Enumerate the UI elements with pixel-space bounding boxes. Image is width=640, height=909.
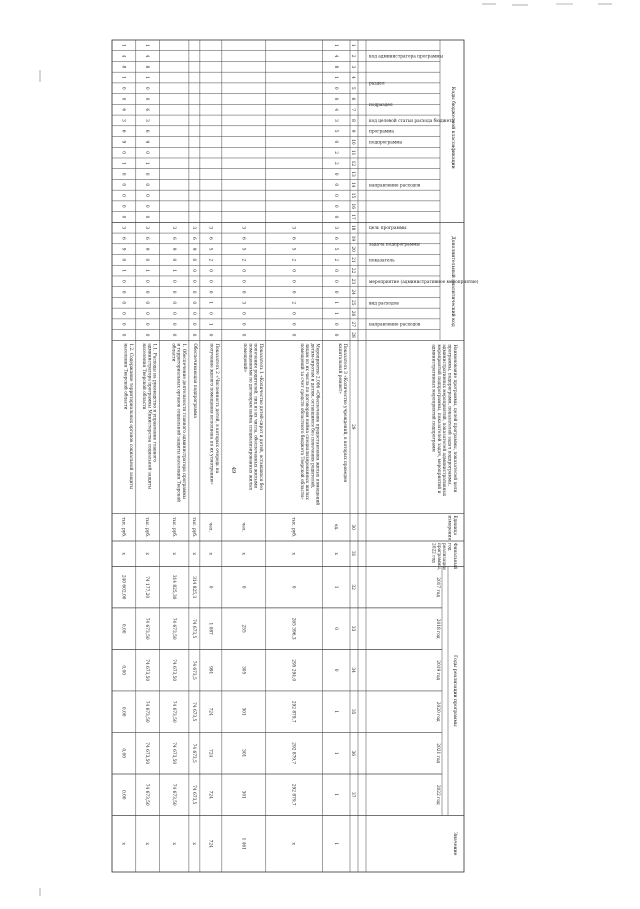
row-6-code-24: 0 xyxy=(170,290,176,294)
row-4-code-19: 6 xyxy=(207,237,213,240)
row-8-unit: тыс. руб. xyxy=(120,517,126,538)
row-6-year-5: 74 673,50 xyxy=(170,742,176,765)
row-8-year-6: 0,00 xyxy=(120,789,126,800)
col-number-33: 33 xyxy=(350,625,355,632)
row-3-code-26: 0 xyxy=(240,312,246,315)
code-subheader-9: задача подпрограммы xyxy=(369,242,420,248)
row-5-year-6: 74 673,5 xyxy=(190,785,196,805)
code-subheader-13: направление расходов xyxy=(369,322,421,328)
col-number-5: 5 xyxy=(350,86,355,90)
row-7-code-28: 0 xyxy=(144,333,150,337)
row-3-year-2: 255 xyxy=(240,624,246,633)
row-7-code-16: 0 xyxy=(144,204,150,208)
col-number-8: 8 xyxy=(350,119,355,122)
row-8-code-7: 6 xyxy=(120,108,126,112)
row-7-code-11: 0 xyxy=(144,151,150,154)
row-2-code-25: 2 xyxy=(290,301,296,305)
row-3-code-28: 0 xyxy=(240,333,246,337)
row-2-year-5: 292 879,7 xyxy=(290,742,296,765)
row-8-code-9: 6 xyxy=(120,129,126,133)
row-3-code-24: 0 xyxy=(240,290,246,294)
row-1-code-23: 0 xyxy=(332,279,338,283)
row-5-year-5: 74 673,5 xyxy=(190,743,196,763)
col-number-14: 14 xyxy=(350,182,355,188)
row-6-unit: тыс. руб. xyxy=(170,517,176,538)
budget-codes-header: Коды бюджетной классификации xyxy=(450,86,455,169)
value-header: Значение xyxy=(452,832,457,856)
row-8-code-26: 0 xyxy=(120,312,126,315)
row-8-code-8: 3 xyxy=(120,119,126,122)
col-number-36: 36 xyxy=(350,750,355,756)
row-1-code-18: 3 xyxy=(332,226,338,230)
row-7-year-2: 74 673,50 xyxy=(144,617,150,640)
row-4-code-27: 1 xyxy=(207,322,213,326)
col-number-7: 7 xyxy=(350,108,355,112)
col-number-26: 26 xyxy=(350,310,355,317)
row-5-value: х xyxy=(190,842,196,845)
row-4-year-2: 1 087 xyxy=(207,622,213,635)
code-subheader-4: код целевой статьи расхода бюджета xyxy=(369,118,455,124)
row-6-name: 1. Обеспечение деятельности главного администратора программыи территориальных органов социальной защиты населения Тверскойобласти xyxy=(170,343,186,502)
row-7-year-4: 74 673,50 xyxy=(144,700,150,723)
row-2-code-20: 5 xyxy=(290,247,296,251)
col-number-29: 29 xyxy=(350,424,355,430)
row-1-code-10: 0 xyxy=(332,140,338,144)
row-8-year-4: 0,00 xyxy=(120,706,126,717)
col-number-37: 37 xyxy=(350,791,355,798)
code-subheader-5: программа xyxy=(369,129,395,135)
row-1-code-9: 5 xyxy=(332,129,338,133)
row-7-code-2: 4 xyxy=(144,54,150,58)
row-1-code-3: 8 xyxy=(332,65,338,69)
row-3-year-4: 301 xyxy=(240,707,246,716)
row-4-final: х xyxy=(207,552,213,555)
row-5-unit: тыс. руб. xyxy=(190,517,196,538)
row-3-year-3: 305 xyxy=(240,666,246,675)
row-6-value: х xyxy=(170,842,176,845)
row-1-code-19: 6 xyxy=(332,237,338,240)
row-1-code-6: 0 xyxy=(332,97,338,101)
row-7-name: 1.1. Расходы на руководство и управление главногоадминистратора программы Министерства социальной защитынаселения Тверской области xyxy=(141,343,157,490)
row-8-code-3: 8 xyxy=(120,65,126,69)
row-1-code-2: 4 xyxy=(332,54,338,58)
row-7-code-19: 6 xyxy=(144,237,150,240)
row-3-year-6: 301 xyxy=(240,790,246,799)
row-6-code-26: 0 xyxy=(170,312,176,315)
row-5-code-20: 9 xyxy=(190,247,196,251)
row-3-code-18: 3 xyxy=(240,226,246,230)
unit-header: Единицаизмерения xyxy=(446,515,457,541)
row-5-code-25: 0 xyxy=(190,301,196,305)
row-5-final: х xyxy=(190,552,196,555)
row-7-code-15: 0 xyxy=(144,194,150,197)
row-7-code-6: 0 xyxy=(144,97,150,101)
col-number-18: 18 xyxy=(350,224,355,231)
row-2-code-22: 0 xyxy=(290,269,296,272)
row-2-code-23: 0 xyxy=(290,279,296,283)
row-1-year-6: 1 xyxy=(332,793,338,797)
col-number-15: 15 xyxy=(350,192,355,199)
row-5-code-28: 0 xyxy=(190,333,196,337)
row-7-year-5: 74 673,50 xyxy=(144,742,150,765)
row-2-year-4: 292 879,7 xyxy=(290,700,296,723)
col-number-32: 32 xyxy=(350,584,355,590)
row-1-code-7: 4 xyxy=(332,108,338,112)
row-7-code-27: 0 xyxy=(144,322,150,326)
row-8-code-12: 1 xyxy=(120,161,126,165)
row-1-year-3: 0 xyxy=(332,668,338,672)
row-5-year-3: 74 673,5 xyxy=(190,660,196,680)
row-4-name: Показатель 2 «Численность детей, в которых очередь наполучение жилого помещения исполнена по их усмотрению» xyxy=(208,343,219,485)
row-5-code-26: 0 xyxy=(190,312,196,315)
code-subheader-12: вид расходов xyxy=(369,301,399,307)
row-7-code-13: 0 xyxy=(144,172,150,176)
row-5-code-19: 6 xyxy=(190,237,196,240)
row-7-code-21: 0 xyxy=(144,258,150,262)
scan-artifacts xyxy=(40,4,612,896)
col-number-16: 16 xyxy=(350,203,355,209)
row-1-name: Показатель 3 «Количество учреждений, в которых проведенкапитальный ремонт» xyxy=(336,343,347,483)
program-name-header: Наименование программы, целей программы, показателей целипрограммы, подпрограмм, показателей задач подпрограммы,административных мероприятий, показателей административныхмероприятий подпрограммы, показателей задач, мероприятий иадминистративных мероприятий подпрограмм xyxy=(430,344,457,497)
row-8-code-24: 0 xyxy=(120,290,126,294)
row-3-code-27: 0 xyxy=(240,322,246,326)
row-3-code-22: 0 xyxy=(240,269,246,272)
col-number-35: 35 xyxy=(350,708,355,715)
row-1-code-27: 0 xyxy=(332,322,338,326)
row-6-code-21: 0 xyxy=(170,258,176,262)
row-7-code-9: 6 xyxy=(144,129,150,133)
row-7-code-10: 9 xyxy=(144,140,150,144)
row-3-year-5: 301 xyxy=(240,749,246,758)
row-1-code-16: 0 xyxy=(332,204,338,208)
page-number: 49 xyxy=(230,466,236,474)
row-2-code-24: 0 xyxy=(290,290,296,294)
col-number-1: 1 xyxy=(350,43,355,47)
row-7-code-17: 0 xyxy=(144,215,150,219)
row-5-code-18: 3 xyxy=(190,226,196,230)
row-1-year-1: 1 xyxy=(332,585,338,589)
years-header: Годы реализации программы xyxy=(452,655,457,727)
row-8-code-20: 9 xyxy=(120,247,126,251)
row-3-final: х xyxy=(240,552,246,555)
year-header-4: 2020 год xyxy=(435,701,440,722)
row-1-code-1: 1 xyxy=(332,43,338,47)
col-number-23: 23 xyxy=(350,278,355,285)
row-7-code-24: 0 xyxy=(144,290,150,294)
row-8-value: х xyxy=(120,842,126,845)
row-2-year-1: 0 xyxy=(290,585,296,589)
final-year-header: Финальныйгодреализациипрограммы,2022 год xyxy=(430,542,457,571)
row-3-unit: чел. xyxy=(240,522,246,532)
row-8-name: 1.2. Содержание территориальных органов социальной защитынаселения Тверской области xyxy=(122,343,133,490)
row-8-year-1: 240 602,00 xyxy=(120,574,126,600)
row-7-code-7: 6 xyxy=(144,108,150,112)
row-2-code-21: 2 xyxy=(290,258,296,262)
row-2-code-28: 0 xyxy=(290,333,296,337)
row-1-final: х xyxy=(332,552,338,555)
row-1-unit: ед. xyxy=(332,523,338,531)
row-1-code-22: 0 xyxy=(332,269,338,272)
col-number-4: 4 xyxy=(350,76,355,79)
code-subheader-3: подраздел xyxy=(369,102,393,108)
row-8-code-6: 0 xyxy=(120,97,126,101)
row-8-final: х xyxy=(120,552,126,555)
row-7-year-1: 74 177,20 xyxy=(144,576,150,599)
col-number-6: 6 xyxy=(350,97,355,101)
row-8-code-16: 0 xyxy=(120,204,126,208)
row-7-code-4: 1 xyxy=(144,76,150,79)
row-5-code-27: 0 xyxy=(190,322,196,326)
row-6-code-25: 0 xyxy=(170,301,176,305)
row-1-code-24: 0 xyxy=(332,290,338,294)
row-8-code-22: 1 xyxy=(120,269,126,272)
row-2-value: х xyxy=(290,842,296,845)
row-2-code-19: 6 xyxy=(290,237,296,240)
row-8-code-27: 0 xyxy=(120,322,126,326)
row-1-code-8: 3 xyxy=(332,119,338,122)
row-6-code-27: 0 xyxy=(170,322,176,326)
row-7-value: х xyxy=(144,842,150,845)
code-subheader-8: цель программы xyxy=(369,226,407,232)
row-8-code-23: 0 xyxy=(120,279,126,283)
row-7-year-3: 74 673,50 xyxy=(144,659,150,682)
row-7-code-12: 1 xyxy=(144,161,150,165)
row-3-code-19: 6 xyxy=(240,237,246,240)
row-8-code-4: 1 xyxy=(120,76,126,79)
row-4-code-26: 0 xyxy=(207,312,213,315)
row-1-code-25: 1 xyxy=(332,301,338,305)
col-number-28: 28 xyxy=(350,332,355,338)
col-number-22: 22 xyxy=(350,267,355,274)
col-number-9: 9 xyxy=(350,129,355,133)
code-subheader-11: мероприятие (административное мероприятие) xyxy=(369,279,479,285)
row-1-code-15: 0 xyxy=(332,194,338,197)
row-1-value: 1 xyxy=(332,842,338,846)
col-number-20: 20 xyxy=(350,246,355,252)
row-6-year-2: 74 673,50 xyxy=(170,617,176,640)
row-2-name: Мероприятие 2.006 «Обеспечение предоставления жилых помещенийдетям-сиротам и детям, оставшимся без попечения родителей,лицам из их числа по договорам найма специализированных жилыхпомещений за счет средств областного бюджета Тверской области» xyxy=(298,343,320,506)
row-8-code-13: 0 xyxy=(120,172,126,176)
row-6-code-22: 1 xyxy=(170,269,176,272)
row-5-year-1: 314 825,3 xyxy=(190,576,196,599)
row-8-code-1: 1 xyxy=(120,43,126,47)
row-7-code-18: 3 xyxy=(144,226,150,230)
year-header-6: 2022 год xyxy=(435,784,440,805)
row-2-year-6: 292 879,7 xyxy=(290,783,296,806)
row-6-year-1: 314 825,30 xyxy=(170,574,176,600)
col-number-21: 21 xyxy=(350,257,355,263)
row-8-code-21: 0 xyxy=(120,258,126,262)
row-7-code-5: 0 xyxy=(144,86,150,90)
row-8-code-10: 9 xyxy=(120,140,126,144)
row-5-code-22: 0 xyxy=(190,269,196,272)
col-number-12: 12 xyxy=(350,160,355,167)
row-8-code-15: 0 xyxy=(120,194,126,197)
col-number-30: 30 xyxy=(350,524,355,530)
row-7-code-26: 0 xyxy=(144,312,150,315)
row-1-code-12: 2 xyxy=(332,161,338,165)
row-4-year-6: 724 xyxy=(207,790,213,799)
row-1-code-14: 0 xyxy=(332,183,338,187)
row-2-code-26: 0 xyxy=(290,312,296,315)
row-4-unit: чел. xyxy=(207,522,213,532)
row-7-code-25: 0 xyxy=(144,301,150,305)
row-4-code-23: 0 xyxy=(207,279,213,283)
row-1-code-21: 2 xyxy=(332,258,338,262)
code-subheader-1: код администратора программы xyxy=(369,54,444,60)
row-4-code-25: 1 xyxy=(207,301,213,305)
row-4-code-24: 0 xyxy=(207,290,213,294)
row-3-code-23: 0 xyxy=(240,279,246,283)
row-1-code-11: 2 xyxy=(332,151,338,154)
row-7-code-20: 9 xyxy=(144,247,150,251)
row-6-code-20: 9 xyxy=(170,247,176,251)
year-header-5: 2021 год xyxy=(435,743,440,764)
row-7-code-14: 0 xyxy=(144,183,150,187)
row-2-unit: тыс. руб. xyxy=(290,517,296,538)
row-6-code-23: 0 xyxy=(170,279,176,283)
col-number-17: 17 xyxy=(350,214,355,220)
row-7-year-6: 74 673,50 xyxy=(144,783,150,806)
row-6-year-3: 74 673,50 xyxy=(170,659,176,682)
col-number-31: 31 xyxy=(350,550,355,557)
row-4-year-3: 991 xyxy=(207,666,213,675)
row-2-code-27: 0 xyxy=(290,322,296,326)
row-8-year-2: 0,00 xyxy=(120,623,126,634)
col-number-10: 10 xyxy=(350,139,355,145)
row-5-code-21: 0 xyxy=(190,258,196,262)
col-number-25: 25 xyxy=(350,300,355,306)
col-number-11: 11 xyxy=(350,149,355,156)
row-3-code-25: 3 xyxy=(240,301,246,305)
col-number-2: 2 xyxy=(350,54,355,58)
row-4-code-28: 0 xyxy=(207,333,213,337)
row-1-code-4: 1 xyxy=(332,76,338,79)
row-8-code-19: 6 xyxy=(120,237,126,240)
row-8-year-5: 0,00 xyxy=(120,748,126,758)
row-8-code-14: 0 xyxy=(120,183,126,187)
col-number-3: 3 xyxy=(350,65,355,69)
year-header-1: 2017 год xyxy=(435,577,440,598)
row-6-year-6: 74 673,50 xyxy=(170,783,176,806)
row-5-name: Обеспечивающая подпрограмма xyxy=(191,343,197,418)
row-4-year-1: 0 xyxy=(207,585,213,589)
col-number-19: 19 xyxy=(350,235,355,242)
row-7-code-22: 1 xyxy=(144,269,150,272)
row-4-code-20: 5 xyxy=(207,247,213,251)
col-number-13: 13 xyxy=(350,171,355,177)
row-8-code-17: 0 xyxy=(120,215,126,219)
row-8-code-2: 4 xyxy=(120,54,126,58)
row-3-value: 1 461 xyxy=(240,837,246,850)
row-3-code-21: 2 xyxy=(240,258,246,262)
row-1-code-17: 0 xyxy=(332,215,338,219)
row-5-year-2: 74 673,5 xyxy=(190,619,196,639)
row-3-year-1: 0 xyxy=(240,585,246,589)
row-7-code-8: 3 xyxy=(144,119,150,122)
code-subheader-6: подпрограмма xyxy=(369,140,403,146)
row-5-code-24: 0 xyxy=(190,290,196,294)
code-subheader-7: направление расходов xyxy=(369,183,421,189)
col-number-27: 27 xyxy=(350,321,355,327)
col-number-24: 24 xyxy=(350,289,355,295)
table-cells xyxy=(120,44,478,856)
code-subheader-10: показатель xyxy=(369,258,395,264)
row-4-year-4: 724 xyxy=(207,707,213,716)
row-3-name: Показатель 1 «Количество детей-сирот и детей, оставшихся безпопечения родителей, лиц из их числа, обеспеченных жилымипомещениями по договорам найма специализированных жилыхпомещений» xyxy=(242,343,263,491)
row-6-year-4: 74 673,50 xyxy=(170,700,176,723)
row-2-year-2: 265 396,3 xyxy=(290,617,296,640)
row-4-code-21: 2 xyxy=(207,258,213,262)
row-7-code-3: 8 xyxy=(144,65,150,69)
row-6-code-19: 6 xyxy=(170,237,176,240)
row-1-code-26: 1 xyxy=(332,312,338,315)
row-7-code-23: 0 xyxy=(144,279,150,283)
additional-codes-header: Дополнительный аналитический код xyxy=(450,235,455,327)
row-4-value: 724 xyxy=(207,839,213,848)
row-2-final: х xyxy=(290,552,296,555)
row-5-year-4: 74 673,5 xyxy=(190,702,196,722)
code-subheader-2: раздел xyxy=(369,81,385,87)
row-8-code-11: 0 xyxy=(120,151,126,154)
row-3-code-20: 5 xyxy=(240,247,246,251)
row-7-final: х xyxy=(144,552,150,555)
row-2-year-3: 295 294,0 xyxy=(290,659,296,682)
row-1-code-28: 0 xyxy=(332,333,338,337)
row-6-code-28: 0 xyxy=(170,333,176,337)
row-1-year-4: 1 xyxy=(332,710,338,714)
row-2-code-18: 3 xyxy=(290,226,296,230)
row-8-code-28: 0 xyxy=(120,333,126,337)
table-grid xyxy=(112,40,464,872)
row-4-code-22: 0 xyxy=(207,269,213,272)
row-4-code-18: 3 xyxy=(207,226,213,230)
row-1-year-2: 0 xyxy=(332,627,338,631)
row-8-code-25: 0 xyxy=(120,301,126,305)
row-1-code-5: 0 xyxy=(332,86,338,90)
row-5-code-23: 0 xyxy=(190,279,196,283)
col-number-34: 34 xyxy=(350,667,355,673)
row-8-year-3: 0,00 xyxy=(120,665,126,675)
data-table xyxy=(112,40,479,872)
row-6-code-18: 3 xyxy=(170,226,176,230)
row-7-code-1: 1 xyxy=(144,43,150,47)
year-header-3: 2019 год xyxy=(435,660,440,681)
row-6-final: х xyxy=(170,552,176,555)
row-1-code-20: 5 xyxy=(332,247,338,251)
row-4-year-5: 724 xyxy=(207,749,213,758)
row-8-code-18: 3 xyxy=(120,226,126,230)
row-1-year-5: 1 xyxy=(332,751,338,755)
year-header-2: 2018 год xyxy=(435,618,440,639)
row-7-unit: тыс. руб. xyxy=(144,517,150,538)
row-1-code-13: 0 xyxy=(332,172,338,176)
row-8-code-5: 0 xyxy=(120,86,126,90)
